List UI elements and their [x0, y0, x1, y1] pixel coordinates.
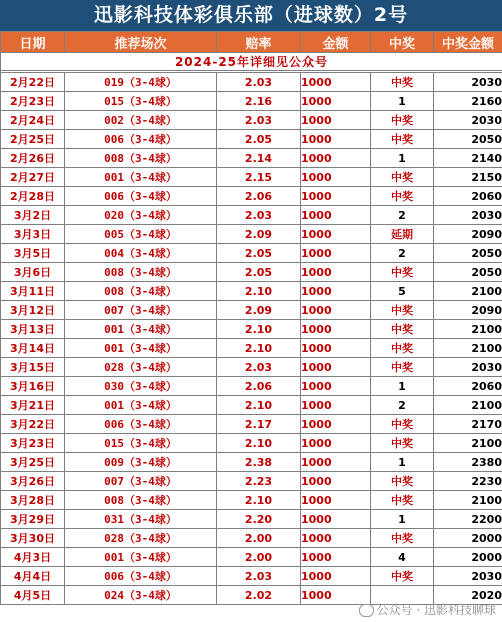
cell-match: 007（3-4球）	[65, 472, 217, 491]
cell-result: 1	[371, 92, 434, 111]
cell-payout: 2030	[434, 73, 502, 92]
cell-amount: 1000	[301, 434, 371, 453]
cell-odds: 2.10	[217, 491, 301, 510]
cell-match: 028（3-4球）	[65, 529, 217, 548]
cell-amount: 1000	[301, 149, 371, 168]
cell-odds: 2.06	[217, 377, 301, 396]
cell-payout: 2150	[434, 168, 502, 187]
cell-date: 4月3日	[1, 548, 65, 567]
table-row	[1, 92, 502, 111]
cell-match: 015（3-4球）	[65, 92, 217, 111]
cell-match: 006（3-4球）	[65, 415, 217, 434]
cell-payout: 2030	[434, 358, 502, 377]
cell-amount: 1000	[301, 358, 371, 377]
table-row	[1, 339, 502, 358]
table-row	[1, 472, 502, 491]
watermark-text: 公众号 · 迅影科技聊球	[376, 603, 496, 617]
table-row	[1, 396, 502, 415]
cell-date: 2月28日	[1, 187, 65, 206]
table-row	[1, 453, 502, 472]
cell-result: 中奖	[371, 529, 434, 548]
cell-odds: 2.10	[217, 396, 301, 415]
cell-odds: 2.05	[217, 263, 301, 282]
cell-match: 009（3-4球）	[65, 453, 217, 472]
cell-amount: 1000	[301, 320, 371, 339]
cell-date: 3月25日	[1, 453, 65, 472]
cell-amount: 1000	[301, 301, 371, 320]
cell-result: 中奖	[371, 263, 434, 282]
cell-payout: 2050	[434, 130, 502, 149]
wechat-icon	[359, 604, 374, 617]
cell-odds: 2.03	[217, 73, 301, 92]
table-row	[1, 320, 502, 339]
cell-amount: 1000	[301, 168, 371, 187]
header-amount: 金额	[301, 32, 371, 53]
cell-odds: 2.10	[217, 339, 301, 358]
cell-match: 006（3-4球）	[65, 187, 217, 206]
cell-amount: 1000	[301, 396, 371, 415]
cell-payout: 2100	[434, 434, 502, 453]
table-row	[1, 548, 502, 567]
cell-match: 007（3-4球）	[65, 301, 217, 320]
cell-date: 3月30日	[1, 529, 65, 548]
cell-match: 001（3-4球）	[65, 168, 217, 187]
cell-payout: 2060	[434, 377, 502, 396]
note-text: 2024-25年详细见公众号	[1, 53, 502, 71]
cell-result: 中奖	[371, 187, 434, 206]
cell-result: 中奖	[371, 358, 434, 377]
table-row	[1, 225, 502, 244]
cell-amount: 1000	[301, 206, 371, 225]
cell-date: 3月21日	[1, 396, 65, 415]
cell-match: 030（3-4球）	[65, 377, 217, 396]
cell-result: 中奖	[371, 73, 434, 92]
cell-payout: 2140	[434, 149, 502, 168]
cell-date: 3月28日	[1, 491, 65, 510]
cell-payout: 2100	[434, 339, 502, 358]
cell-result: 中奖	[371, 339, 434, 358]
cell-match: 004（3-4球）	[65, 244, 217, 263]
table-row	[1, 510, 502, 529]
cell-match: 020（3-4球）	[65, 206, 217, 225]
cell-match: 001（3-4球）	[65, 396, 217, 415]
cell-date: 3月5日	[1, 244, 65, 263]
cell-match: 002（3-4球）	[65, 111, 217, 130]
cell-match: 001（3-4球）	[65, 548, 217, 567]
cell-date: 3月3日	[1, 225, 65, 244]
cell-payout: 2090	[434, 225, 502, 244]
cell-amount: 1000	[301, 567, 371, 586]
table-row	[1, 244, 502, 263]
cell-payout: 2050	[434, 263, 502, 282]
cell-payout: 2050	[434, 244, 502, 263]
cell-result: 2	[371, 244, 434, 263]
cell-payout: 2030	[434, 567, 502, 586]
cell-odds: 2.09	[217, 225, 301, 244]
cell-payout: 2170	[434, 415, 502, 434]
cell-result: 中奖	[371, 130, 434, 149]
cell-amount: 1000	[301, 529, 371, 548]
cell-match: 008（3-4球）	[65, 263, 217, 282]
cell-amount: 1000	[301, 263, 371, 282]
cell-amount: 1000	[301, 282, 371, 301]
cell-date: 3月16日	[1, 377, 65, 396]
cell-match: 008（3-4球）	[65, 282, 217, 301]
cell-result: 1	[371, 510, 434, 529]
cell-amount: 1000	[301, 187, 371, 206]
cell-odds: 2.23	[217, 472, 301, 491]
cell-odds: 2.20	[217, 510, 301, 529]
note-row	[1, 53, 502, 71]
cell-odds: 2.03	[217, 111, 301, 130]
cell-payout: 2230	[434, 472, 502, 491]
cell-payout: 2100	[434, 491, 502, 510]
cell-result: 1	[371, 149, 434, 168]
cell-amount: 1000	[301, 225, 371, 244]
cell-amount: 1000	[301, 491, 371, 510]
cell-result: 中奖	[371, 491, 434, 510]
cell-date: 3月11日	[1, 282, 65, 301]
cell-odds: 2.10	[217, 282, 301, 301]
cell-amount: 1000	[301, 244, 371, 263]
cell-date: 4月4日	[1, 567, 65, 586]
cell-payout: 2030	[434, 206, 502, 225]
cell-odds: 2.03	[217, 206, 301, 225]
cell-result: 5	[371, 282, 434, 301]
cell-result: 2	[371, 206, 434, 225]
cell-payout: 2160	[434, 92, 502, 111]
cell-result: 中奖	[371, 168, 434, 187]
cell-payout: 2380	[434, 453, 502, 472]
cell-date: 3月15日	[1, 358, 65, 377]
header-payout: 中奖金额	[434, 32, 502, 53]
header-match: 推荐场次	[65, 32, 217, 53]
table-row	[1, 73, 502, 92]
cell-payout: 2000	[434, 548, 502, 567]
cell-date: 2月27日	[1, 168, 65, 187]
cell-payout: 2100	[434, 282, 502, 301]
cell-result: 延期	[371, 225, 434, 244]
table-row	[1, 529, 502, 548]
cell-odds: 2.14	[217, 149, 301, 168]
cell-match: 008（3-4球）	[65, 149, 217, 168]
cell-odds: 2.10	[217, 434, 301, 453]
cell-amount: 1000	[301, 377, 371, 396]
cell-date: 3月6日	[1, 263, 65, 282]
table-row	[1, 111, 502, 130]
header-date: 日期	[1, 32, 65, 53]
cell-result: 1	[371, 453, 434, 472]
cell-payout: 2000	[434, 529, 502, 548]
header-odds: 赔率	[217, 32, 301, 53]
cell-amount: 1000	[301, 92, 371, 111]
cell-match: 015（3-4球）	[65, 434, 217, 453]
cell-odds: 2.00	[217, 529, 301, 548]
cell-result: 中奖	[371, 472, 434, 491]
cell-date: 2月26日	[1, 149, 65, 168]
cell-payout: 2020	[434, 586, 502, 605]
cell-odds: 2.15	[217, 168, 301, 187]
cell-payout: 2090	[434, 301, 502, 320]
cell-date: 3月12日	[1, 301, 65, 320]
cell-match: 028（3-4球）	[65, 358, 217, 377]
cell-payout: 2100	[434, 396, 502, 415]
cell-match: 005（3-4球）	[65, 225, 217, 244]
cell-odds: 2.09	[217, 301, 301, 320]
cell-result: 1	[371, 377, 434, 396]
cell-amount: 1000	[301, 510, 371, 529]
cell-odds: 2.10	[217, 320, 301, 339]
cell-odds: 2.03	[217, 358, 301, 377]
cell-odds: 2.17	[217, 415, 301, 434]
header-result: 中奖	[371, 32, 434, 53]
cell-match: 031（3-4球）	[65, 510, 217, 529]
cell-date: 2月24日	[1, 111, 65, 130]
cell-result: 中奖	[371, 415, 434, 434]
cell-amount: 1000	[301, 73, 371, 92]
cell-date: 3月13日	[1, 320, 65, 339]
table-row	[1, 415, 502, 434]
table-row	[1, 263, 502, 282]
cell-payout: 2100	[434, 320, 502, 339]
cell-payout: 2030	[434, 111, 502, 130]
cell-odds: 2.06	[217, 187, 301, 206]
cell-result: 2	[371, 396, 434, 415]
cell-date: 3月29日	[1, 510, 65, 529]
table-row	[1, 187, 502, 206]
cell-date: 3月2日	[1, 206, 65, 225]
cell-result: 中奖	[371, 320, 434, 339]
cell-odds: 2.03	[217, 567, 301, 586]
cell-odds: 2.05	[217, 244, 301, 263]
cell-amount: 1000	[301, 453, 371, 472]
cell-date: 3月14日	[1, 339, 65, 358]
table-row	[1, 567, 502, 586]
cell-date: 2月23日	[1, 92, 65, 111]
cell-date: 3月26日	[1, 472, 65, 491]
cell-result: 中奖	[371, 111, 434, 130]
cell-date: 2月25日	[1, 130, 65, 149]
cell-payout: 2060	[434, 187, 502, 206]
corner-logo	[4, 605, 68, 619]
cell-odds: 2.00	[217, 548, 301, 567]
cell-match: 008（3-4球）	[65, 491, 217, 510]
table-row	[1, 491, 502, 510]
cell-match: 001（3-4球）	[65, 320, 217, 339]
table-row	[1, 168, 502, 187]
cell-match: 001（3-4球）	[65, 339, 217, 358]
cell-date: 4月5日	[1, 586, 65, 605]
cell-odds: 2.02	[217, 586, 301, 605]
cell-result: 中奖	[371, 434, 434, 453]
cell-result: 中奖	[371, 301, 434, 320]
header-row	[1, 32, 502, 53]
cell-result: 中奖	[371, 567, 434, 586]
cell-amount: 1000	[301, 415, 371, 434]
cell-date: 2月22日	[1, 73, 65, 92]
cell-amount: 1000	[301, 472, 371, 491]
table-row	[1, 130, 502, 149]
table-row	[1, 206, 502, 225]
watermark	[359, 601, 496, 618]
cell-amount: 1000	[301, 586, 371, 605]
cell-amount: 1000	[301, 130, 371, 149]
cell-match: 006（3-4球）	[65, 567, 217, 586]
table-row	[1, 358, 502, 377]
cell-amount: 1000	[301, 339, 371, 358]
cell-odds: 2.16	[217, 92, 301, 111]
cell-date: 3月23日	[1, 434, 65, 453]
sheet-title: 迅影科技体彩俱乐部（进球数）2号	[0, 0, 502, 31]
cell-amount: 1000	[301, 111, 371, 130]
cell-odds: 2.05	[217, 130, 301, 149]
betting-table	[0, 31, 502, 605]
table-row	[1, 301, 502, 320]
cell-date: 3月22日	[1, 415, 65, 434]
cell-payout: 2200	[434, 510, 502, 529]
cell-match: 006（3-4球）	[65, 130, 217, 149]
cell-match: 024（3-4球）	[65, 586, 217, 605]
cell-amount: 1000	[301, 548, 371, 567]
cell-match: 019（3-4球）	[65, 73, 217, 92]
table-row	[1, 434, 502, 453]
table-row	[1, 149, 502, 168]
cell-result: 4	[371, 548, 434, 567]
table-row	[1, 282, 502, 301]
cell-odds: 2.38	[217, 453, 301, 472]
table-row	[1, 377, 502, 396]
